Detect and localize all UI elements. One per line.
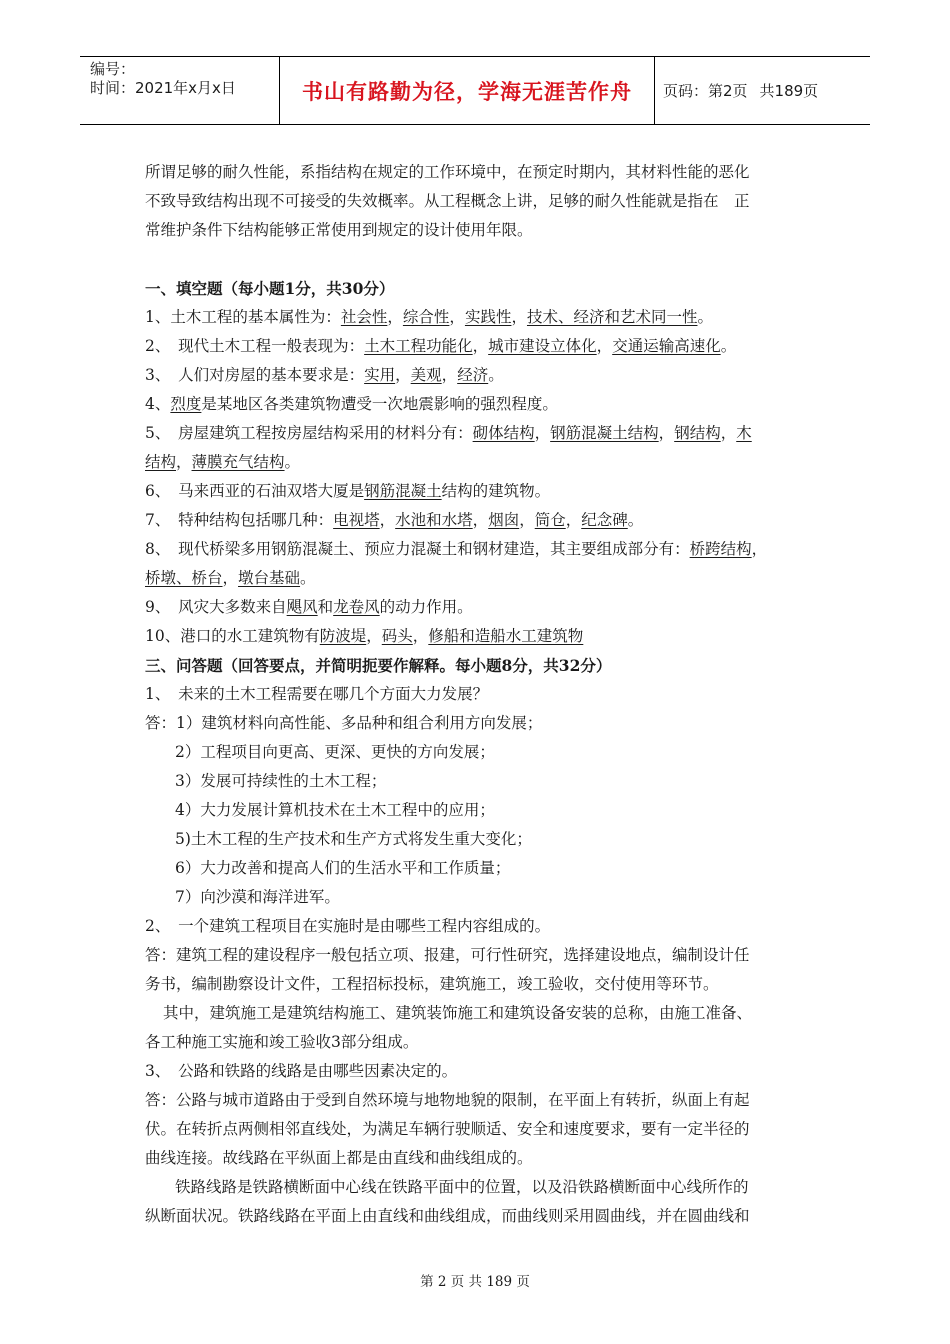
header-page-info [655,57,870,124]
essay-answer-line: 答：1）建筑材料向高性能、多品种和组合利用方向发展； [145,714,543,732]
intro-line: 所谓足够的耐久性能，系指结构在规定的工作环境中，在预定时期内，其材料性能的恶化 [145,163,750,181]
essay-answer-line: 5)土木工程的生产技术和生产方式将发生重大变化； [175,830,532,848]
section-1-title: 一、填空题（每小题1分，共30分） [145,279,395,298]
fill-question-8-cont: 桥墩、桥台，墩台基础。 [145,569,316,587]
header-page-label: 页码：第2页 [663,82,748,100]
essay-question-1: 1、 未来的土木工程需要在哪几个方面大力发展？ [145,685,489,703]
fill-question-2: 2、 现代土木工程一般表现为：土木工程功能化，城市建设立体化，交通运输高速化。 [145,337,737,355]
intro-line: 不致导致结构出现不可接受的失效概率。从工程概念上讲，足够的耐久性能就是指在 正 [145,192,750,210]
essay-answer-line: 各工种施工实施和竣工验收3部分组成。 [145,1033,419,1051]
page-header [80,56,870,125]
essay-answer-line: 务书，编制勘察设计文件，工程招标投标，建筑施工，竣工验收，交付使用等环节。 [145,975,719,993]
fill-question-10: 10、港口的水工建筑物有防波堤，码头，修船和造船水工建筑物 [145,627,584,645]
essay-answer-line: 6）大力改善和提高人们的生活水平和工作质量； [175,859,511,877]
essay-answer-line: 7）向沙漠和海洋进军。 [175,888,340,906]
fill-question-1: 1、土木工程的基本属性为：社会性，综合性，实践性，技术、经济和艺术同一性。 [145,308,713,326]
fill-question-5-cont: 结构，薄膜充气结构。 [145,453,301,471]
fill-question-8: 8、 现代桥梁多用钢筋混凝土、预应力混凝土和钢材建造，其主要组成部分有：桥跨结构， [145,540,768,558]
page-footer: 第 2 页 共 189 页 [420,1274,530,1290]
intro-line: 常维护条件下结构能够正常使用到规定的设计使用年限。 [145,221,533,239]
essay-question-2: 2、 一个建筑工程项目在实施时是由哪些工程内容组成的。 [145,917,551,935]
header-motto-cell [280,57,655,124]
header-motto: 书山有路勤为径，学海无涯苦作舟 [302,79,632,104]
header-page-total: 共189页 [759,82,819,100]
fill-question-4: 4、烈度是某地区各类建筑物遭受一次地震影响的强烈程度。 [145,395,558,413]
essay-answer-line: 2）工程项目向更高、更深、更快的方向发展； [175,743,495,761]
section-3-title: 三、问答题（回答要点，并简明扼要作解释。每小题8分，共32分） [145,656,612,675]
essay-answer-line: 曲线连接。故线路在平纵面上都是由直线和曲线组成的。 [145,1149,533,1167]
fill-question-7: 7、 特种结构包括哪几种：电视塔，水池和水塔，烟囱，筒仓，纪念碑。 [145,511,644,529]
essay-answer-line: 铁路线路是铁路横断面中心线在铁路平面中的位置，以及沿铁路横断面中心线所作的 [175,1178,749,1196]
document-number-label: 编号： [90,60,136,78]
essay-question-3: 3、 公路和铁路的线路是由哪些因素决定的。 [145,1062,458,1080]
document-time-label: 时间：2021年x月x日 [90,79,236,97]
fill-question-5: 5、 房屋建筑工程按房屋结构采用的材料分有：砌体结构，钢筋混凝土结构，钢结构，木 [145,424,752,442]
essay-answer-line: 3）发展可持续性的土木工程； [175,772,387,790]
document-body [145,158,810,1231]
fill-question-9: 9、 风灾大多数来自飓风和龙卷风的动力作用。 [145,598,473,616]
essay-answer-line: 其中，建筑施工是建筑结构施工、建筑装饰施工和建筑设备安装的总称，由施工准备、 [163,1004,753,1022]
fill-question-3: 3、 人们对房屋的基本要求是：实用，美观，经济。 [145,366,504,384]
essay-answer-line: 答：建筑工程的建设程序一般包括立项、报建，可行性研究，选择建设地点，编制设计任 [145,946,750,964]
header-meta [80,57,280,124]
fill-question-6: 6、 马来西亚的石油双塔大厦是钢筋混凝土结构的建筑物。 [145,482,551,500]
essay-answer-line: 伏。在转折点两侧相邻直线处，为满足车辆行驶顺适、安全和速度要求，要有一定半径的 [145,1120,750,1138]
essay-answer-line: 纵断面状况。铁路线路在平面上由直线和曲线组成，而曲线则采用圆曲线，并在圆曲线和 [145,1207,750,1225]
essay-answer-line: 4）大力发展计算机技术在土木工程中的应用； [175,801,495,819]
essay-answer-line: 答：公路与城市道路由于受到自然环境与地物地貌的限制，在平面上有转折，纵面上有起 [145,1091,750,1109]
